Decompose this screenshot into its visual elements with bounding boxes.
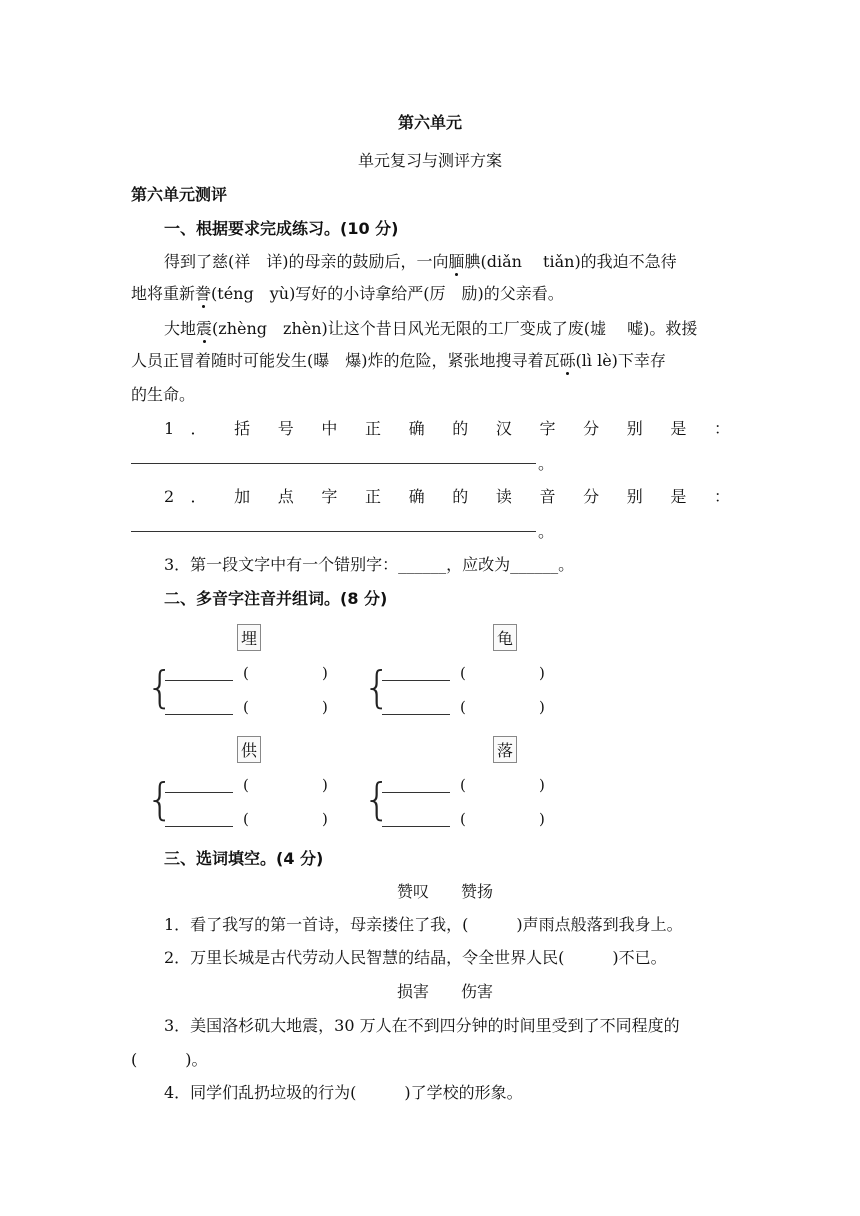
- q1-sub1: 1 ． 括 号 中 正 确 的 汉 字 分 别 是 ：: [164, 419, 730, 438]
- paren-open: (: [460, 776, 466, 794]
- paren-close: ): [322, 698, 328, 716]
- paren-close: ): [539, 698, 545, 716]
- paren-close: ): [539, 776, 545, 794]
- period: 。: [538, 454, 555, 473]
- q1-para2-line2: 人员正冒着随时可能发生(曝 爆)炸的危险，紧张地搜寻着瓦砾(lì lè)下幸存: [131, 351, 666, 370]
- paren-open: (: [243, 776, 249, 794]
- paren-open: (: [460, 664, 466, 682]
- q1-sub3: 3．第一段文字中有一个错别字：______，应改为______。: [164, 555, 575, 574]
- page-title: 第六单元: [397, 113, 462, 132]
- paren-open: (: [460, 698, 466, 716]
- q3-s2: 2．万里长城是古代劳动人民智慧的结晶，令全世界人民( )不已。: [164, 948, 667, 967]
- blank-line[interactable]: [382, 792, 450, 793]
- paren-close: ): [322, 810, 328, 828]
- dotted-char: 腼: [448, 252, 465, 271]
- answer-line-1[interactable]: [131, 463, 536, 464]
- char-box-gui: 龟: [493, 624, 517, 651]
- q2-heading: 二、多音字注音并组词。(8 分): [164, 589, 388, 608]
- q1-heading: 一、根据要求完成练习。(10 分): [164, 219, 399, 238]
- paren-open: (: [243, 698, 249, 716]
- q3-s3-line2: ( )。: [131, 1050, 208, 1069]
- brace-icon: {: [363, 662, 391, 713]
- q1-sub2: 2 ． 加 点 字 正 确 的 读 音 分 别 是 ：: [164, 487, 730, 506]
- char-box-gong: 供: [237, 736, 261, 763]
- period: 。: [538, 522, 555, 541]
- answer-line-2[interactable]: [131, 531, 536, 532]
- brace-icon: {: [146, 662, 174, 713]
- q1-para2-line1: 大地震(zhèng zhèn)让这个昔日风光无限的工厂变成了废(墟 嘘)。救援: [164, 319, 698, 338]
- blank-line[interactable]: [165, 792, 233, 793]
- q3-s1: 1．看了我写的第一首诗，母亲搂住了我，( )声雨点般落到我身上。: [164, 915, 683, 934]
- blank-line[interactable]: [382, 714, 450, 715]
- char-box-mai: 埋: [237, 624, 261, 651]
- q3-s4: 4．同学们乱扔垃圾的行为( )了学校的形象。: [164, 1083, 523, 1102]
- q1-para1-line1: 得到了慈(祥 详)的母亲的鼓励后，一向腼腆(diǎn tiǎn)的我迫不急待: [164, 252, 677, 271]
- paren-close: ): [322, 664, 328, 682]
- q3-s3-line1: 3．美国洛杉矶大地震，30 万人在不到四分钟的时间里受到了不同程度的: [164, 1016, 680, 1035]
- paren-close: ): [539, 664, 545, 682]
- brace-icon: {: [363, 774, 391, 825]
- paren-open: (: [243, 664, 249, 682]
- paren-close: ): [539, 810, 545, 828]
- q3-heading: 三、选词填空。(4 分): [164, 849, 324, 868]
- dotted-char: 砾: [559, 351, 576, 370]
- word-choices-1: 赞叹 赞扬: [397, 882, 494, 901]
- blank-line[interactable]: [165, 714, 233, 715]
- dotted-char: 震: [196, 319, 213, 338]
- blank-line[interactable]: [165, 680, 233, 681]
- char-box-luo: 落: [493, 736, 517, 763]
- dotted-char: 誊: [195, 284, 212, 303]
- paren-open: (: [243, 810, 249, 828]
- blank-line[interactable]: [382, 826, 450, 827]
- blank-line[interactable]: [165, 826, 233, 827]
- paren-open: (: [460, 810, 466, 828]
- page-subtitle: 单元复习与测评方案: [357, 151, 502, 170]
- q1-para2-line3: 的生命。: [131, 385, 196, 404]
- paren-close: ): [322, 776, 328, 794]
- blank-line[interactable]: [382, 680, 450, 681]
- brace-icon: {: [146, 774, 174, 825]
- section-header: 第六单元测评: [131, 185, 228, 204]
- q1-para1-line2: 地将重新誊(téng yù)写好的小诗拿给严(厉 励)的父亲看。: [131, 284, 564, 303]
- word-choices-2: 损害 伤害: [397, 982, 494, 1001]
